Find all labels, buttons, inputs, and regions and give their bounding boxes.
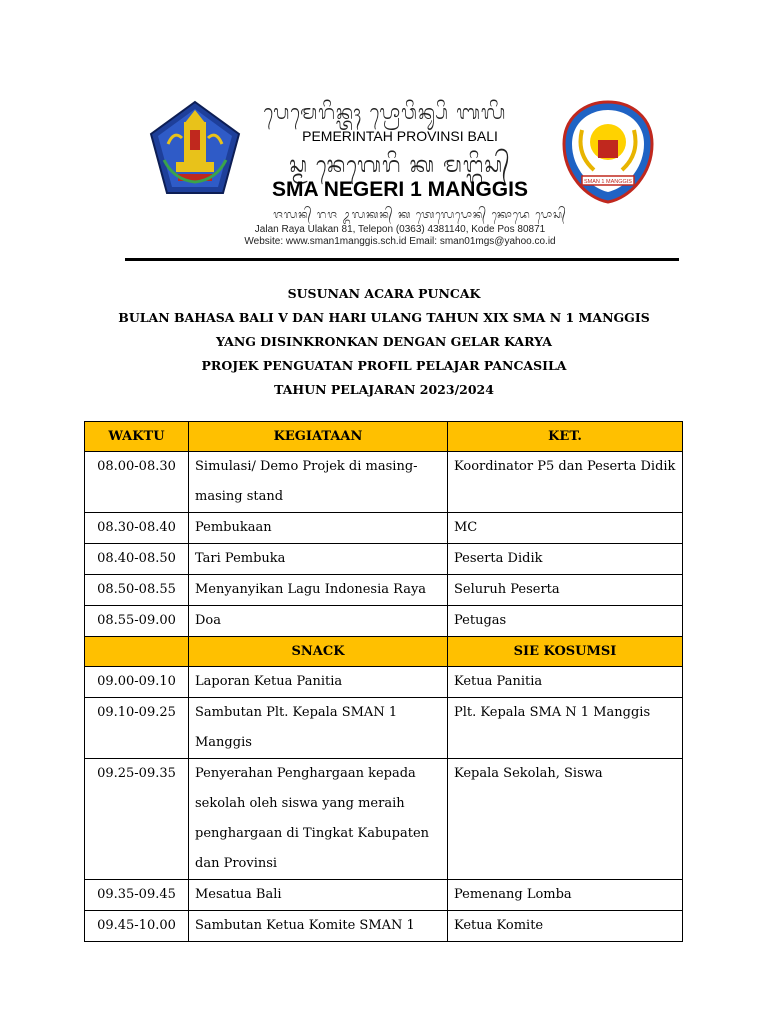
activity-line: Sambutan Ketua Komite SMAN 1 — [195, 918, 415, 933]
activity-line: Sambutan Plt. Kepala SMAN 1 — [195, 705, 398, 720]
note-cell: MC — [448, 513, 683, 544]
title-line: YANG DISINKRONKAN DENGAN GELAR KARYA — [216, 334, 552, 349]
activity-cell — [189, 667, 448, 698]
school-emblem-icon — [560, 100, 656, 204]
title-line: SUSUNAN ACARA PUNCAK — [287, 286, 481, 301]
document-titles — [84, 282, 684, 402]
time-cell: 08.55-09.00 — [85, 606, 189, 637]
note-cell: Pemenang Lomba — [448, 880, 683, 911]
agenda-body — [85, 452, 683, 942]
activity-line: Manggis — [195, 735, 252, 750]
time-cell: 09.35-09.45 — [85, 880, 189, 911]
table-row — [85, 606, 683, 637]
snack-time-cell — [85, 637, 189, 667]
time-cell: 08.40-08.50 — [85, 544, 189, 575]
table-row — [85, 544, 683, 575]
title-line: PROJEK PENGUATAN PROFIL PELAJAR PANCASILA — [201, 358, 567, 373]
table-row — [85, 880, 683, 911]
activity-cell — [189, 606, 448, 637]
activity-line: Doa — [195, 613, 221, 628]
time-cell: 09.10-09.25 — [85, 698, 189, 759]
activity-line: sekolah oleh siswa yang meraih — [195, 796, 405, 811]
header-time: WAKTU — [85, 422, 189, 452]
activity-cell — [189, 513, 448, 544]
balinese-school-name: ᬲ᭄ᬫ ᬦᬾᬕᬾᬭᬶ ᬓ ᬫᬗ᭄ᬕᬶᬲ᭄ — [289, 153, 511, 178]
header-note: KET. — [448, 422, 683, 452]
note-cell: Ketua Panitia — [448, 667, 683, 698]
activity-cell — [189, 698, 448, 759]
school-address: Jalan Raya Ulakan 81, Telepon (0363) 4381140, Kode Pos 80871 — [254, 224, 546, 235]
balinese-address: ᬚᬮᬦ᭄ ᬭᬚ ᬉᬮᬓᬦ᭄ ᬓ ᬢᬾᬮᬾᬧᭀᬦ᭄ ᬓᭀᬤᬾ ᬧᭀᬲ᭄ — [273, 208, 567, 221]
activity-line: Penyerahan Penghargaan kepada — [195, 766, 416, 781]
school-emblem-text: SMAN 1 MANGGIS — [584, 179, 632, 185]
activity-cell — [189, 575, 448, 606]
activity-cell — [189, 452, 448, 513]
time-cell: 09.45-10.00 — [85, 911, 189, 942]
snack-note: SIE KOSUMSI — [448, 637, 683, 667]
note-cell: Petugas — [448, 606, 683, 637]
table-row — [85, 452, 683, 513]
activity-line: Simulasi/ Demo Projek di masing- — [195, 459, 418, 474]
agenda-table — [84, 421, 683, 942]
table-row — [85, 911, 683, 942]
snack-label: SNACK — [189, 637, 448, 667]
balinese-heading: ᬧᬾᬫᬾᬭᬶᬦ᭄ᬢᬄ ᬧ᭄ᬭᭀᬯᬶᬦ᭄ᬲᬶ ᬩᬮᬶ — [263, 100, 507, 124]
time-cell: 09.00-09.10 — [85, 667, 189, 698]
activity-line: Menyanyikan Lagu Indonesia Raya — [195, 582, 427, 597]
title-line: TAHUN PELAJARAN 2023/2024 — [274, 382, 494, 397]
table-row — [85, 513, 683, 544]
note-cell: Peserta Didik — [448, 544, 683, 575]
activity-cell — [189, 544, 448, 575]
activity-line: Tari Pembuka — [195, 551, 286, 566]
table-header-row — [85, 422, 683, 452]
school-contact: Website: www.sman1manggis.sch.id Email: sman01mgs@yahoo.co.id — [244, 236, 556, 247]
activity-cell — [189, 911, 448, 942]
activity-line: Mesatua Bali — [195, 887, 282, 902]
bali-province-emblem-icon — [148, 100, 242, 196]
time-cell: 08.50-08.55 — [85, 575, 189, 606]
activity-cell — [189, 880, 448, 911]
activity-cell — [189, 759, 448, 880]
time-cell: 08.00-08.30 — [85, 452, 189, 513]
activity-line: dan Provinsi — [195, 856, 278, 871]
table-row — [85, 667, 683, 698]
title-line: BULAN BAHASA BALI V DAN HARI ULANG TAHUN XIX SMA N 1 MANGGIS — [118, 310, 650, 325]
time-cell: 09.25-09.35 — [85, 759, 189, 880]
activity-line: Laporan Ketua Panitia — [195, 674, 343, 689]
snack-row — [85, 637, 683, 667]
government-name: PEMERINTAH PROVINSI BALI — [302, 128, 498, 144]
table-row — [85, 759, 683, 880]
note-cell: Seluruh Peserta — [448, 575, 683, 606]
table-row — [85, 698, 683, 759]
activity-line: Pembukaan — [195, 520, 272, 535]
header-activity: KEGIATAAN — [189, 422, 448, 452]
activity-line: masing stand — [195, 489, 284, 504]
note-cell: Koordinator P5 dan Peserta Didik — [448, 452, 683, 513]
school-name: SMA NEGERI 1 MANGGIS — [272, 178, 528, 201]
table-row — [85, 575, 683, 606]
note-cell: Plt. Kepala SMA N 1 Manggis — [448, 698, 683, 759]
note-cell: Kepala Sekolah, Siswa — [448, 759, 683, 880]
letterhead-divider — [125, 258, 679, 261]
letterhead — [0, 0, 768, 270]
activity-line: penghargaan di Tingkat Kabupaten — [195, 826, 430, 841]
time-cell: 08.30-08.40 — [85, 513, 189, 544]
note-cell: Ketua Komite — [448, 911, 683, 942]
